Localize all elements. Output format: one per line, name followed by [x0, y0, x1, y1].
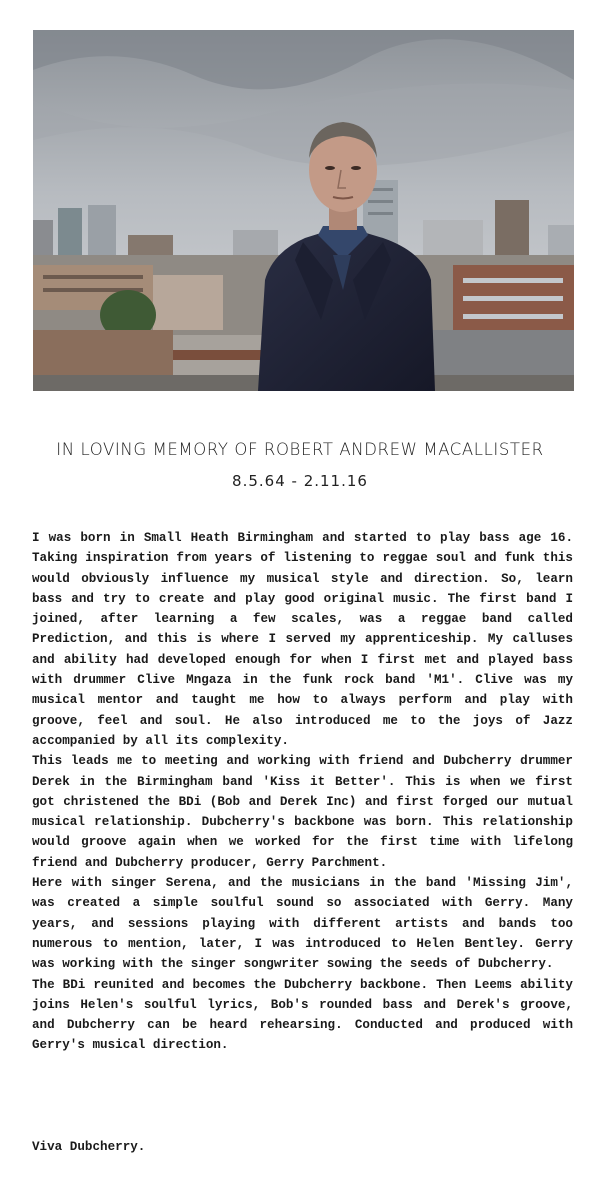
bio-paragraph: The BDi reunited and becomes the Dubcherry backbone. Then Leems ability joins Helen's soulful lyrics, Bob's rounded bass and Derek's groove, and Dubcherry can be heard rehearsing. Conducted and produced with Gerry's musical direction.	[32, 977, 573, 1053]
bio-paragraph: This leads me to meeting and working with friend and Dubcherry drummer Derek in the Birmingham band 'Kiss it Better'. This is when we first got christened the BDi (Bob and Derek Inc) and first forged our mutual musical relationship. Dubcherry's backbone was born. This relationship would groove again when we worked for the first time with lifelong friend and Dubcherry producer, Gerry Parchment.	[32, 754, 573, 870]
memorial-dates: 8.5.64 - 2.11.16	[232, 472, 368, 490]
signoff-text: Viva Dubcherry.	[32, 1140, 146, 1154]
bio-paragraph: Here with singer Serena, and the musicians in the band 'Missing Jim', was created a simple soulful sound so associated with Gerry. Many years, and sessions playing with different artists and bands too numerous to mention, later, I was introduced to Helen Bentley. Gerry was working with the singer songwriter sowing the seeds of Dubcherry.	[32, 876, 573, 972]
portrait-photo	[33, 30, 574, 391]
biography-text	[32, 528, 573, 1056]
memorial-title: IN LOVING MEMORY OF ROBERT ANDREW MACALLISTER	[56, 440, 544, 459]
bio-paragraph: I was born in Small Heath Birmingham and started to play bass age 16. Taking inspiration from years of listening to reggae soul and funk this would obviously influence my musical style and direction. So, learn bass and try to create and play good original music. The first band I joined, after learning a few scales, was a reggae band called Prediction, and this is where I served my apprenticeship. My calluses and ability had developed enough for when I first met and played bass with drummer Clive Mngaza in the funk rock band 'M1'. Clive was my musical mentor and taught me how to always perform and play with groove, feel and soul. He also introduced me to the joys of Jazz accompanied by all its complexity.	[32, 531, 573, 748]
